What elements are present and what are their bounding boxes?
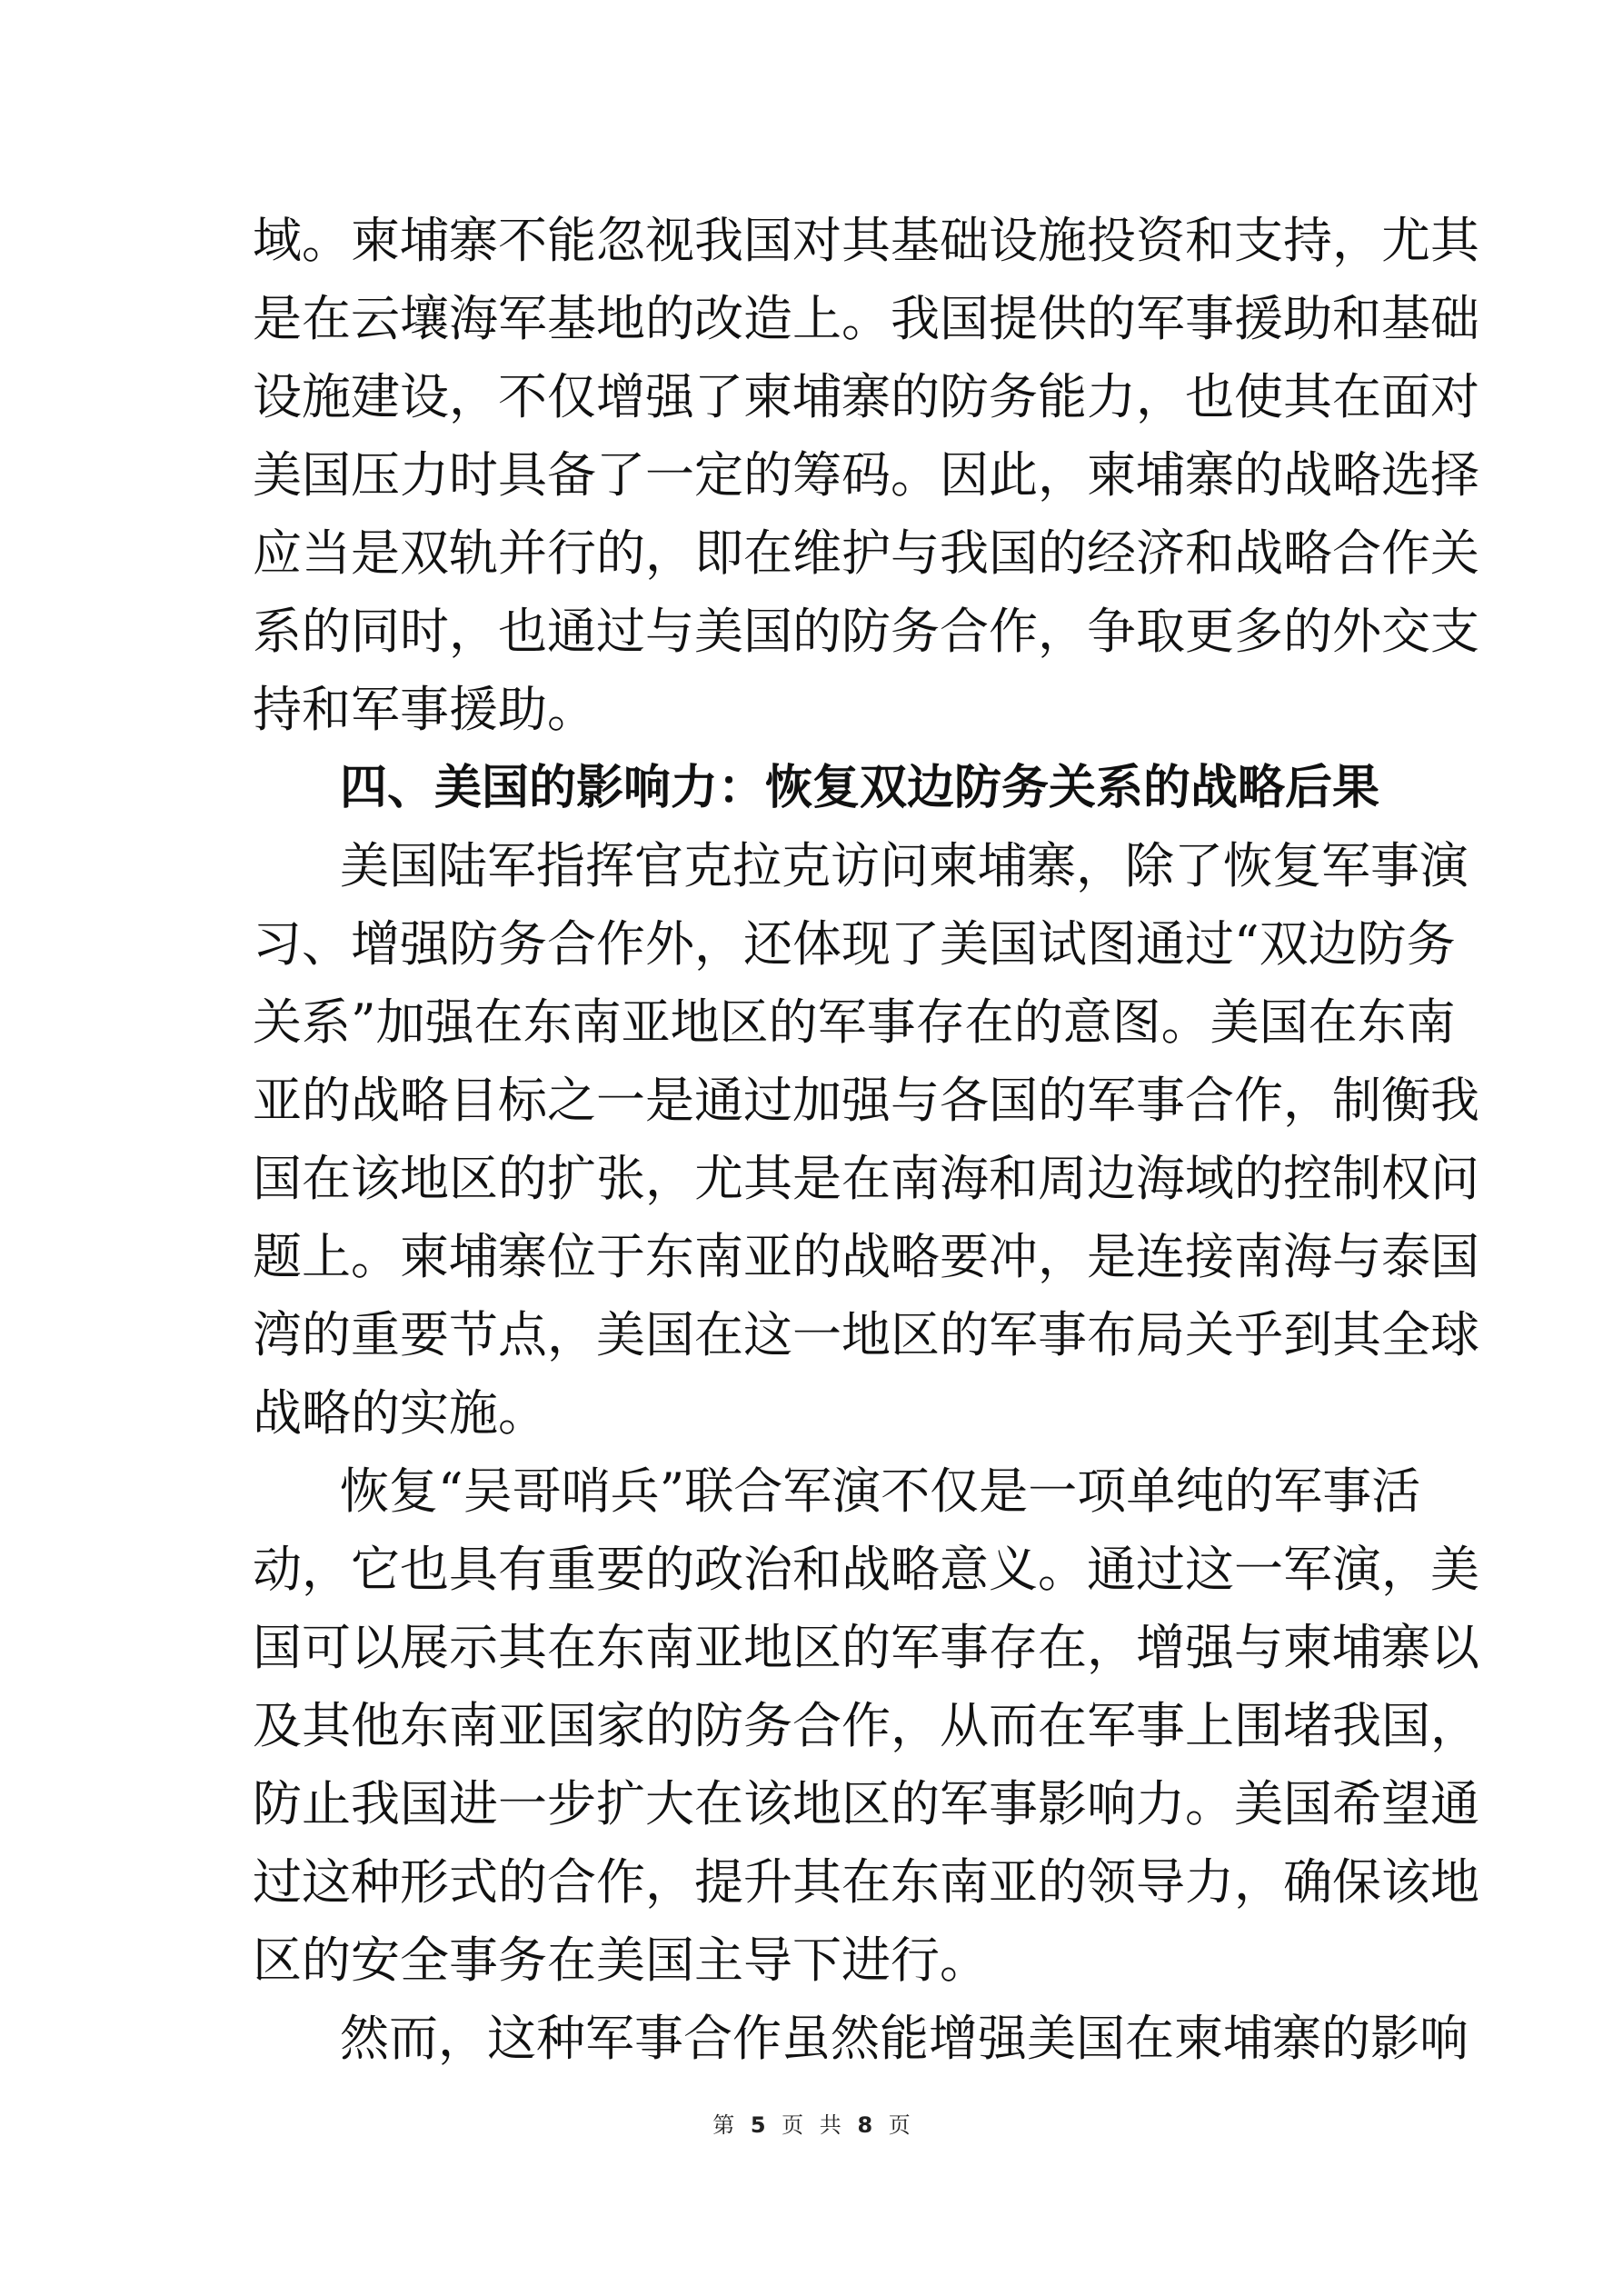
paragraph-line: 习、增强防务合作外，还体现了美国试图通过“双边防务 xyxy=(253,915,1456,973)
paragraph-line: 战略的实施。 xyxy=(253,1384,547,1442)
paragraph-line: 美国压力时具备了一定的筹码。因此，柬埔寨的战略选择 xyxy=(253,446,1479,504)
footer-suffix: 页 xyxy=(888,2112,911,2138)
paragraph-line: 动，它也具有重要的政治和战略意义。通过这一军演，美 xyxy=(253,1541,1479,1598)
paragraph-line: 题上。柬埔寨位于东南亚的战略要冲，是连接南海与泰国 xyxy=(253,1228,1479,1285)
footer-prefix: 第 xyxy=(712,2112,735,2138)
page-footer xyxy=(0,2107,1623,2143)
paragraph-line: 然而，这种军事合作虽然能增强美国在柬埔寨的影响 xyxy=(340,2010,1469,2067)
paragraph-line: 系的同时，也通过与美国的防务合作，争取更多的外交支 xyxy=(253,603,1479,660)
paragraph-line: 过这种形式的合作，提升其在东南亚的领导力，确保该地 xyxy=(253,1853,1479,1911)
current-page-number: 5 xyxy=(750,2112,766,2138)
paragraph-line: 及其他东南亚国家的防务合作，从而在军事上围堵我国， xyxy=(253,1697,1479,1754)
paragraph-line: 区的安全事务在美国主导下进行。 xyxy=(253,1932,989,1989)
paragraph-line: 国在该地区的扩张，尤其是在南海和周边海域的控制权问 xyxy=(253,1150,1479,1207)
paragraph-line: 持和军事援助。 xyxy=(253,681,596,738)
paragraph-line: 应当是双轨并行的，即在维护与我国的经济和战略合作关 xyxy=(253,524,1479,582)
paragraph-line: 域。柬埔寨不能忽视我国对其基础设施投资和支持，尤其 xyxy=(253,212,1479,269)
paragraph-line: 美国陆军指挥官克拉克访问柬埔寨，除了恢复军事演 xyxy=(340,837,1469,894)
paragraph-line: 湾的重要节点，美国在这一地区的军事布局关乎到其全球 xyxy=(253,1306,1479,1363)
paragraph-line: 亚的战略目标之一是通过加强与各国的军事合作，制衡我 xyxy=(253,1072,1479,1129)
paragraph-line: 设施建设，不仅增强了柬埔寨的防务能力，也使其在面对 xyxy=(253,368,1479,425)
total-pages-number: 8 xyxy=(857,2112,873,2138)
paragraph-line: 国可以展示其在东南亚地区的军事存在，增强与柬埔寨以 xyxy=(253,1619,1479,1676)
paragraph-line: 防止我国进一步扩大在该地区的军事影响力。美国希望通 xyxy=(253,1775,1479,1832)
paragraph-line: 是在云壤海军基地的改造上。我国提供的军事援助和基础 xyxy=(253,290,1479,347)
section-heading: 四、美国的影响力：恢复双边防务关系的战略后果 xyxy=(340,761,1380,815)
paragraph-line: 恢复“吴哥哨兵”联合军演不仅是一项单纯的军事活 xyxy=(340,1462,1421,1520)
footer-middle: 页 共 xyxy=(782,2112,841,2138)
paragraph-line: 关系”加强在东南亚地区的军事存在的意图。美国在东南 xyxy=(253,993,1456,1051)
